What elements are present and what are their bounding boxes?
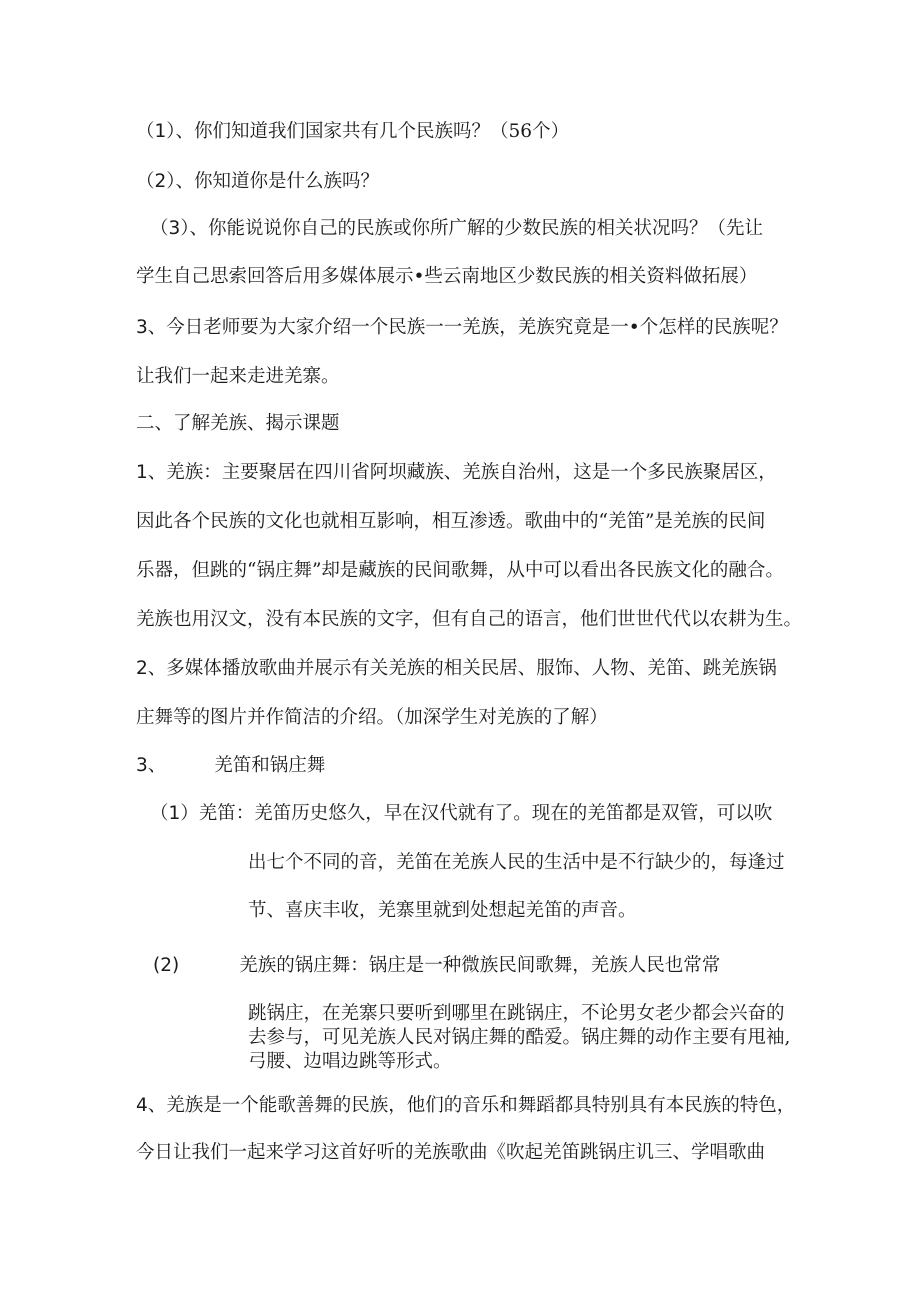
question-1-number: （1） [136, 121, 176, 142]
point-2-line-1 [136, 657, 777, 681]
point-1-line-2: 因此各个民族的文化也就相互影响，相互渗透。歌曲中的“羌笛”是羌族的民间 [136, 511, 766, 532]
question-2-text: 、你知道你是什么族吗？ [175, 171, 380, 192]
point-4-number: 4、 [136, 1095, 167, 1116]
point-2-line-2: 庄舞等的图片并作简洁的介绍。（加深学生对羌族的了解） [136, 707, 608, 728]
point-1-line-1 [136, 461, 777, 485]
question-3-line-2: 学生自己思索回答后用多媒体展示•些云南地区少数民族的相关资料做拓展） [136, 266, 758, 287]
point-4-line-2: 今日让我们一起来学习这首好听的羌族歌曲《吹起羌笛跳锅庄讥三、学唱歌曲 [136, 1142, 766, 1163]
sub-1-text-1: 羌笛：羌笛历史悠久，早在汉代就有了。现在的羌笛都是双管，可以吹 [198, 803, 773, 824]
step-3-text-a: 今日老师要为大家介绍一个民族一一羌族，羌族究竟是一•个怎样的民族呢？ [166, 317, 788, 338]
point-1-line-3: 乐器，但跳的“锅庄舞”却是藏族的民间歌舞，从中可以看出各民族文化的融合。 [136, 560, 784, 581]
point-3-number: 3、 [136, 755, 167, 776]
sub-2-line-2: 跳锅庄，在羌寨只要听到哪里在跳锅庄，不论男女老少都会兴奋的 [248, 1003, 785, 1024]
question-2-number: （2） [136, 171, 176, 192]
sub-2-number: (2) [153, 955, 180, 976]
sub-1-line-3: 节、喜庆丰收，羌寨里就到处想起羌笛的声音。 [248, 900, 637, 921]
question-2 [136, 170, 379, 194]
sub-2-line-1 [153, 954, 720, 978]
question-3-number: （3） [150, 218, 190, 239]
point-2-number: 2、 [136, 658, 167, 679]
section-heading-2: 二、了解羌族、揭示课题 [136, 413, 340, 434]
sub-2-line-3: 去参与，可见羌族人民对锅庄舞的酷爱。锅庄舞的动作主要有甩袖, [248, 1027, 791, 1048]
question-1 [136, 120, 569, 144]
sub-1-number: （1） [150, 803, 199, 824]
point-1-text-1: 羌族：主要聚居在四川省阿坝藏族、羌族自治州，这是一个多民族聚居区， [166, 462, 777, 483]
question-1-text: 、你们知道我们国家共有几个民族吗？（56个） [175, 121, 570, 142]
step-3-line-2: 让我们一起来走进羌寨。 [136, 366, 340, 387]
point-4-line-1 [136, 1094, 795, 1118]
sub-1-line-2: 出七个不同的音，羌笛在羌族人民的生活中是不行缺少的，每逢过 [248, 852, 785, 873]
point-2-text-1: 多媒体播放歌曲并展示有关羌族的相关民居、服饰、人物、羌笛、跳羌族锅 [166, 658, 777, 679]
point-3-title: 羌笛和锅庄舞 [214, 755, 326, 776]
sub-2-line-4: 弓腰、边唱边跳等形式。 [248, 1051, 452, 1072]
sub-2-text-1: 羌族的锅庄舞：锅庄是一种微族民间歌舞，羌族人民也常常 [239, 955, 721, 976]
point-4-text-1: 羌族是一个能歌善舞的民族，他们的音乐和舞蹈都具特别具有本民族的特色， [166, 1095, 796, 1116]
question-3-text-a: 、你能说说你自己的民族或你所广解的少数民族的相关状况吗？（先让 [189, 218, 764, 239]
step-3-line-1 [136, 316, 788, 340]
point-1-number: 1、 [136, 462, 167, 483]
step-3-number: 3、 [136, 317, 167, 338]
question-3-line-1 [150, 217, 763, 241]
point-3-heading [136, 754, 325, 778]
point-1-line-4: 羌族也用汉文，没有本民族的文字，但有自己的语言，他们世世代代以农耕为生。 [136, 609, 803, 630]
sub-1-line-1 [150, 802, 772, 826]
